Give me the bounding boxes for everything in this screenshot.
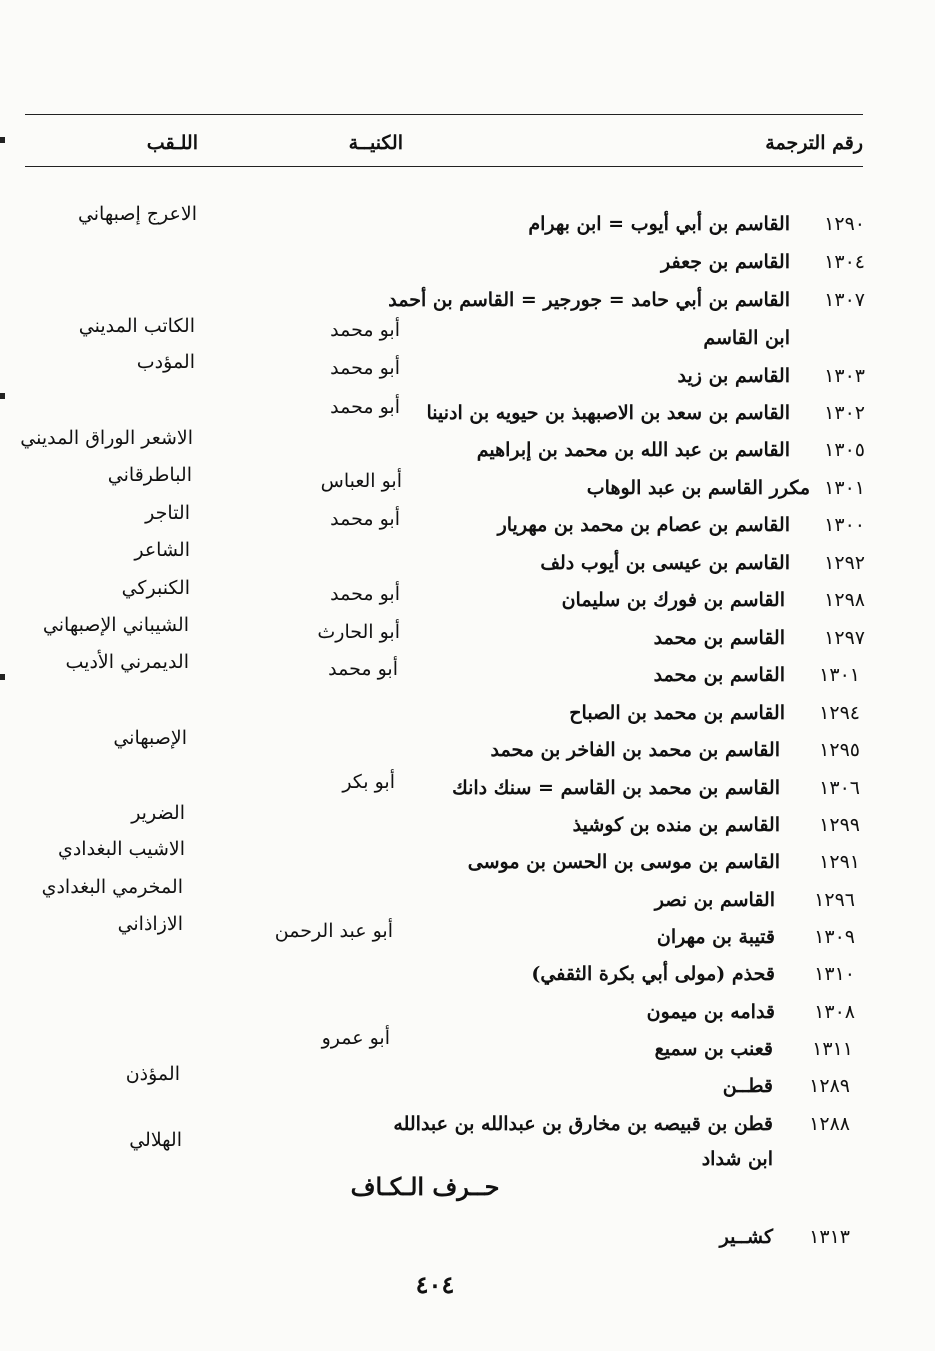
entry-kunya: أبو محمد	[330, 508, 400, 530]
entry-laqab: المخرمي البغدادي	[41, 876, 183, 898]
entry-number: ١٢٩٤	[819, 702, 860, 724]
entry-name: قعنب بن سميع	[654, 1038, 773, 1060]
entry-name-continuation: ابن القاسم	[703, 327, 790, 349]
entry-number: ١٢٩٧	[824, 627, 865, 649]
entry-kunya: أبو الحارث	[317, 621, 400, 643]
entry-name: القاسم بن أبي أيوب = ابن بهرام	[528, 213, 790, 235]
entry-number: ١٢٩١	[819, 851, 860, 873]
entry-name: قدامه بن ميمون	[646, 1001, 775, 1023]
entry-number: ١٣٠٨	[814, 1001, 855, 1023]
entry-number: ١٢٩٠	[824, 213, 865, 235]
page-number: ٤٠٤	[415, 1270, 455, 1299]
entry-number: ١٣٠٣	[824, 365, 865, 387]
entry-laqab: الاعرج إصبهاني	[77, 203, 197, 225]
entry-kunya: أبو عبد الرحمن	[274, 920, 393, 942]
entry-laqab: الاشعر الوراق المديني	[20, 427, 193, 449]
entry-name: القاسم بن موسى بن الحسن بن موسى	[467, 851, 780, 873]
entry-number: ١٣٠١	[819, 664, 860, 686]
entry-number: ١٣٠٧	[824, 289, 865, 311]
entry-laqab: الشاعر	[134, 539, 190, 561]
entry-laqab: الازاذاني	[117, 913, 183, 935]
section-title: حــرف الـكـاف	[350, 1172, 500, 1201]
entry-kunya: أبو العباس	[320, 470, 402, 492]
entry-number: ١٣٠٠	[824, 514, 865, 536]
entry-number: ١٣٠٢	[824, 402, 865, 424]
entry-laqab: المؤدب	[136, 351, 195, 373]
entry-laqab: الكاتب المديني	[78, 315, 195, 337]
edge-mark	[0, 674, 5, 680]
entry-number: ١٢٩٦	[814, 889, 855, 911]
entry-laqab: الاشيب البغدادي	[57, 838, 185, 860]
entry-laqab: المؤذن	[125, 1063, 180, 1085]
entry-name: القاسم بن محمد بن الفاخر بن محمد	[490, 739, 780, 761]
edge-mark	[0, 137, 5, 143]
entry-number: ١٢٩٨	[824, 589, 865, 611]
top-rule	[25, 114, 863, 115]
edge-mark	[0, 393, 5, 399]
entry-name: قتيبة بن مهران	[656, 926, 775, 948]
entry-laqab: التاجر	[145, 502, 190, 524]
entry-name: قطن بن قبيصه بن مخارق بن عبدالله بن عبدالله	[393, 1113, 773, 1135]
entry-name: قحذم (مولى أبي بكرة الثقفي)	[531, 963, 775, 985]
entry-number: ١٢٨٨	[809, 1113, 850, 1135]
entry-name: مكرر القاسم بن عبد الوهاب	[586, 477, 810, 499]
entry-kunya: أبو محمد	[330, 583, 400, 605]
entry-number: ١٣٠٩	[814, 926, 855, 948]
entry-name: قطــن	[722, 1075, 773, 1097]
header-rule	[25, 166, 863, 167]
header-number-name: رقم الترجمة	[765, 132, 863, 154]
entry-laqab: الهلالي	[129, 1129, 182, 1151]
entry-kunya: أبو محمد	[330, 319, 400, 341]
entry-name: كشــير	[719, 1226, 773, 1248]
entry-name: القاسم بن محمد بن الصباح	[569, 702, 785, 724]
entry-name: القاسم بن عصام بن محمد بن مهريار	[497, 514, 790, 536]
entry-number: ١٣١٠	[814, 963, 855, 985]
entry-kunya: أبو بكر	[342, 771, 395, 793]
entry-number: ١٣٠٦	[819, 777, 860, 799]
entry-name: القاسم بن زيد	[677, 365, 790, 387]
entry-name: القاسم بن جعفر	[660, 251, 790, 273]
entry-laqab: الباطرقاني	[107, 464, 192, 486]
entry-number: ١٣٠٤	[824, 251, 865, 273]
entry-laqab: الإصبهاني	[113, 727, 187, 749]
entry-number: ١٢٩٩	[819, 814, 860, 836]
entry-kunya: أبو محمد	[330, 357, 400, 379]
entry-name: القاسم بن أبي حامد = جورجير = القاسم بن أحمد	[388, 289, 790, 311]
entry-laqab: الكنبركي	[121, 577, 190, 599]
entry-name: القاسم بن محمد بن القاسم = سنك دانك	[452, 777, 780, 799]
entry-laqab: الضرير	[131, 802, 185, 824]
entry-name: القاسم بن نصر	[654, 889, 775, 911]
entry-kunya: أبو عمرو	[321, 1027, 390, 1049]
entry-name-continuation: ابن شداد	[701, 1148, 773, 1170]
entry-laqab: الديمرني الأديب	[65, 651, 189, 673]
entry-kunya: أبو محمد	[328, 658, 398, 680]
entry-laqab: الشيباني الإصبهاني	[42, 614, 189, 636]
entry-number: ١٢٨٩	[809, 1075, 850, 1097]
entry-number: ١٣٠١	[824, 477, 865, 499]
entry-name: القاسم بن منده بن كوشيذ	[572, 814, 780, 836]
entry-name: القاسم بن عيسى بن أيوب دلف	[540, 552, 790, 574]
entry-kunya: أبو محمد	[330, 396, 400, 418]
entry-number: ١٣١٣	[809, 1226, 850, 1248]
header-kunya: الكنيــة	[348, 132, 403, 154]
entry-number: ١٢٩٢	[824, 552, 865, 574]
entry-number: ١٢٩٥	[819, 739, 860, 761]
entry-name: القاسم بن فورك بن سليمان	[561, 589, 785, 611]
header-laqab: اللـقب	[146, 132, 198, 154]
entry-name: القاسم بن عبد الله بن محمد بن إبراهيم	[476, 439, 790, 461]
entry-name: القاسم بن سعد بن الاصبهبذ بن حيويه بن ادنينا	[426, 402, 790, 424]
entry-name: القاسم بن محمد	[653, 664, 785, 686]
entry-name: القاسم بن محمد	[653, 627, 785, 649]
entry-number: ١٣٠٥	[824, 439, 865, 461]
entry-number: ١٣١١	[812, 1038, 853, 1060]
